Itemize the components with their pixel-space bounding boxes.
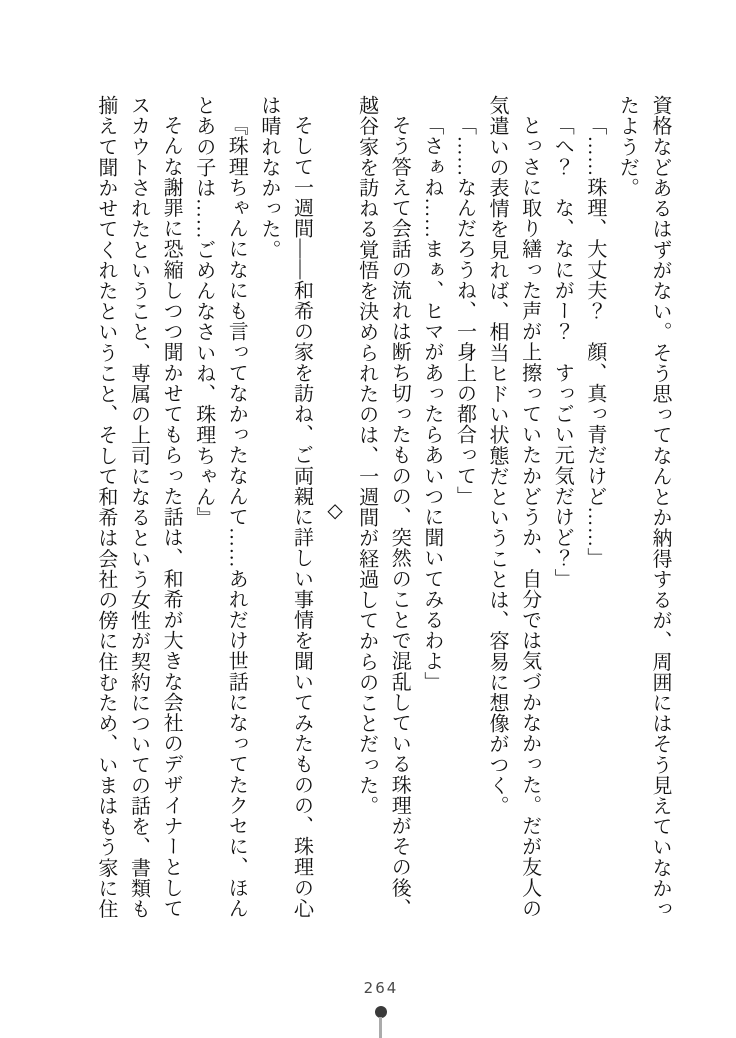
- paragraph: 資格などあるはずがない。そう思ってなんとか納得するが、周囲にはそう見えていなかったようだ。: [616, 95, 671, 919]
- paragraph: 「さぁね……まぁ、ヒマがあったらあいつに聞いてみるわよ」: [420, 115, 443, 692]
- paragraph: 「……珠理、大丈夫？ 顔、真っ青だけど……」: [583, 115, 606, 569]
- paragraph: とっさに取り繕った声が上擦っていたかどうか、自分では気づかなかった。だが友人の気遣いの表情を見れば、相当ヒドい状態だということは、容易に想像がつく。: [486, 95, 541, 919]
- paragraph: そして一週間――和希の家を訪ね、ご両親に詳しい事情を聞いてみたものの、珠理の心は晴れなかった。: [257, 95, 313, 919]
- page-number: 264: [363, 979, 399, 997]
- paragraph: そう答えて会話の流れは断ち切ったものの、突然のことで混乱している珠理がその後、越谷家を訪ねる覚悟を決められたのは、一週間が経過してからのことだった。: [355, 95, 411, 919]
- paragraph: 『珠理ちゃんになにも言ってなかったなんて……あれだけ世話になってたクセに、ほんとあの子は……ごめんなさいね、珠理ちゃん』: [192, 95, 248, 919]
- paragraph: そんな謝罪に恐縮しつつ聞かせてもらった話は、和希が大きな会社のデザイナーとしてスカウトされたということ、専属の上司になるという女性が契約についての話を、書類も揃えて聞かせてくれたということ、そして和希は会社の傍に住むため、いまはもう家に住: [94, 95, 183, 919]
- text-block: [86, 95, 676, 925]
- section-separator: ◇: [323, 497, 346, 523]
- page-marker-line: [379, 1017, 382, 1038]
- paragraph: 「……なんだろうね、一身上の都合って」: [453, 115, 476, 507]
- paragraph: 「へ？ な、なにがー？ すっごい元気だけど？」: [551, 115, 574, 589]
